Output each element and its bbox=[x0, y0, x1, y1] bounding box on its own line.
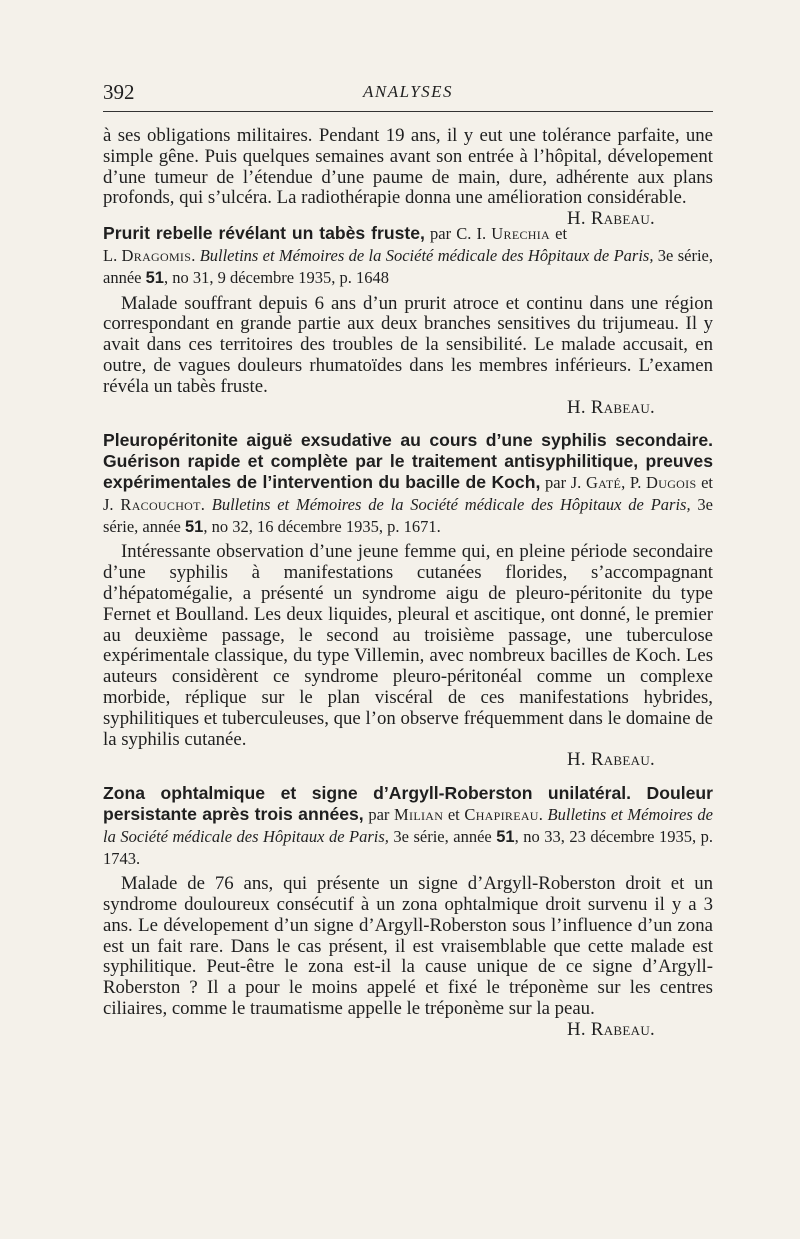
volume: 51 bbox=[185, 517, 204, 536]
article-1-byline: par C. I. Urechia et L. Dragomis. bbox=[103, 224, 568, 265]
article-3 bbox=[103, 783, 713, 1040]
author-name: Gaté bbox=[585, 472, 622, 492]
article-2-signature: H. Rabeau. bbox=[567, 749, 655, 771]
author-name: Milian bbox=[394, 804, 444, 824]
page bbox=[103, 80, 713, 1041]
article-3-citation: Bulletins et Mémoires de la Société médicale des Hôpitaux de Paris, 3e série, année 51, no 33, 23 décembre 1935, p. 1743. bbox=[103, 804, 713, 868]
article-1-citation: Bulletins et Mémoires de la Société médicale des Hôpitaux de Paris, 3e série, année 51, no 31, 9 décembre 1935, p. 1648 bbox=[103, 245, 713, 287]
article-2-body: Intéressante observation d’une jeune femme qui, en pleine période secondaire d’une syphilis à manifestations cutanées florides, s’accompagnant d’hépatomégalie, a présenté un syndrome aigu de pleuro-péritonite du type Fernet et Boulland. Les deux liquides, pleural et ascitique, ont donné, le premier au deuxième passage, le second au troisième passage, une tuberculose expérimentale classique, du type Villemin, avec nombreux bacilles de Koch. Les auteurs considèrent ce syndrome pleuro-péritonéal comme un complexe morbide, réplique sur le plan viscéral de ces manifestations hybrides, syphilitiques et tuberculeuses, que l’on observe fréquemment dans le domaine de la syphilis cutanée. H. Rabeau. bbox=[103, 541, 713, 771]
continuation-text: à ses obligations militaires. Pendant 19 ans, il y eut une tolérance parfaite, une simple gêne. Puis quelques semaines avant son entrée à l’hôpital, dévelopement d’une tumeur de l’étendue d’une paume de main, dure, adhérente aux plans profonds, qui s’ulcéra. La radiothérapie donna une amélioration considérable. H. Rabeau. bbox=[103, 125, 713, 230]
author-name: Dugois bbox=[646, 472, 697, 492]
article-2-heading bbox=[103, 430, 713, 537]
continuation-block bbox=[103, 125, 713, 230]
article-3-heading bbox=[103, 783, 713, 869]
journal-name: Bulletins et Mémoires de la Société médicale des Hôpitaux de Paris, bbox=[103, 804, 713, 846]
article-3-byline: par Milian et Chapireau. bbox=[363, 804, 548, 824]
page-number: 392 bbox=[103, 80, 135, 104]
article-3-body: Malade de 76 ans, qui présente un signe d’Argyll-Roberston droit et un syndrome douloureux consécutif à un zona ophtalmique droit survenu il y a 3 ans. Le dévelopement d’un signe d’Argyll-Roberston sous l’influence d’un zona est un fait rare. Dans le cas présent, il est vraisemblable que cette malade est syphilitique. Peut-être le zona est-il la cause unique de ce signe d’Argyll-Roberston ? Il a pour le moins appelé et fixé le tréponème sur les centres ciliaires, comme le traumatisme appelle le tréponème sur la peau. H. Rabeau. bbox=[103, 873, 713, 1040]
article-1-title: Prurit rebelle révélant un tabès fruste, bbox=[103, 223, 425, 244]
article-3-signature: H. Rabeau. bbox=[567, 1018, 655, 1040]
author-name: Chapireau bbox=[464, 804, 539, 824]
article-1-signature: H. Rabeau. bbox=[567, 396, 655, 418]
header-rule bbox=[103, 111, 713, 112]
volume: 51 bbox=[496, 827, 515, 846]
author-name: Urechia bbox=[491, 224, 550, 244]
article-2 bbox=[103, 430, 713, 771]
article-1 bbox=[103, 223, 713, 418]
article-1-body: Malade souffrant depuis 6 ans d’un prurit atroce et continu dans une région correspondant en grande partie aux deux branches sensitives du trijumeau. Il y avait dans ces territoires des troubles de la sensibilité. Le malade accusait, en outre, de vagues douleurs rhumatoïdes dans les membres inférieurs. L’examen révéla un tabès fruste. H. Rabeau. bbox=[103, 292, 713, 418]
author-name: Racouchot bbox=[120, 494, 201, 514]
journal-name: Bulletins et Mémoires de la Société médicale des Hôpitaux de Paris, bbox=[211, 494, 691, 514]
author-name: Dragomis bbox=[121, 245, 192, 265]
article-2-citation: Bulletins et Mémoires de la Société médicale des Hôpitaux de Paris, 3e série, année 51, no 32, 16 décembre 1935, p. 1671. bbox=[103, 494, 713, 536]
continuation-signature: H. Rabeau. bbox=[567, 208, 655, 230]
article-1-heading bbox=[103, 223, 713, 288]
running-title: ANALYSES bbox=[362, 82, 454, 101]
volume: 51 bbox=[145, 268, 164, 287]
article-2-byline: par J. Gaté, P. Dugois et J. Racouchot. bbox=[103, 472, 713, 514]
article-2-title: Pleuropéritonite aiguë exsudative au cours d’une syphilis secondaire. Guérison rapide et complète par le traitement antisyphilitique, preuves expérimentales de l’intervention du bacille de Koch, bbox=[103, 430, 713, 492]
article-3-title: Zona ophtalmique et signe d’Argyll-Roberston unilatéral. Douleur persistante après trois années, bbox=[103, 783, 713, 824]
journal-name: Bulletins et Mémoires de la Société médicale des Hôpitaux de Paris, bbox=[199, 245, 654, 265]
page-header bbox=[103, 80, 713, 110]
